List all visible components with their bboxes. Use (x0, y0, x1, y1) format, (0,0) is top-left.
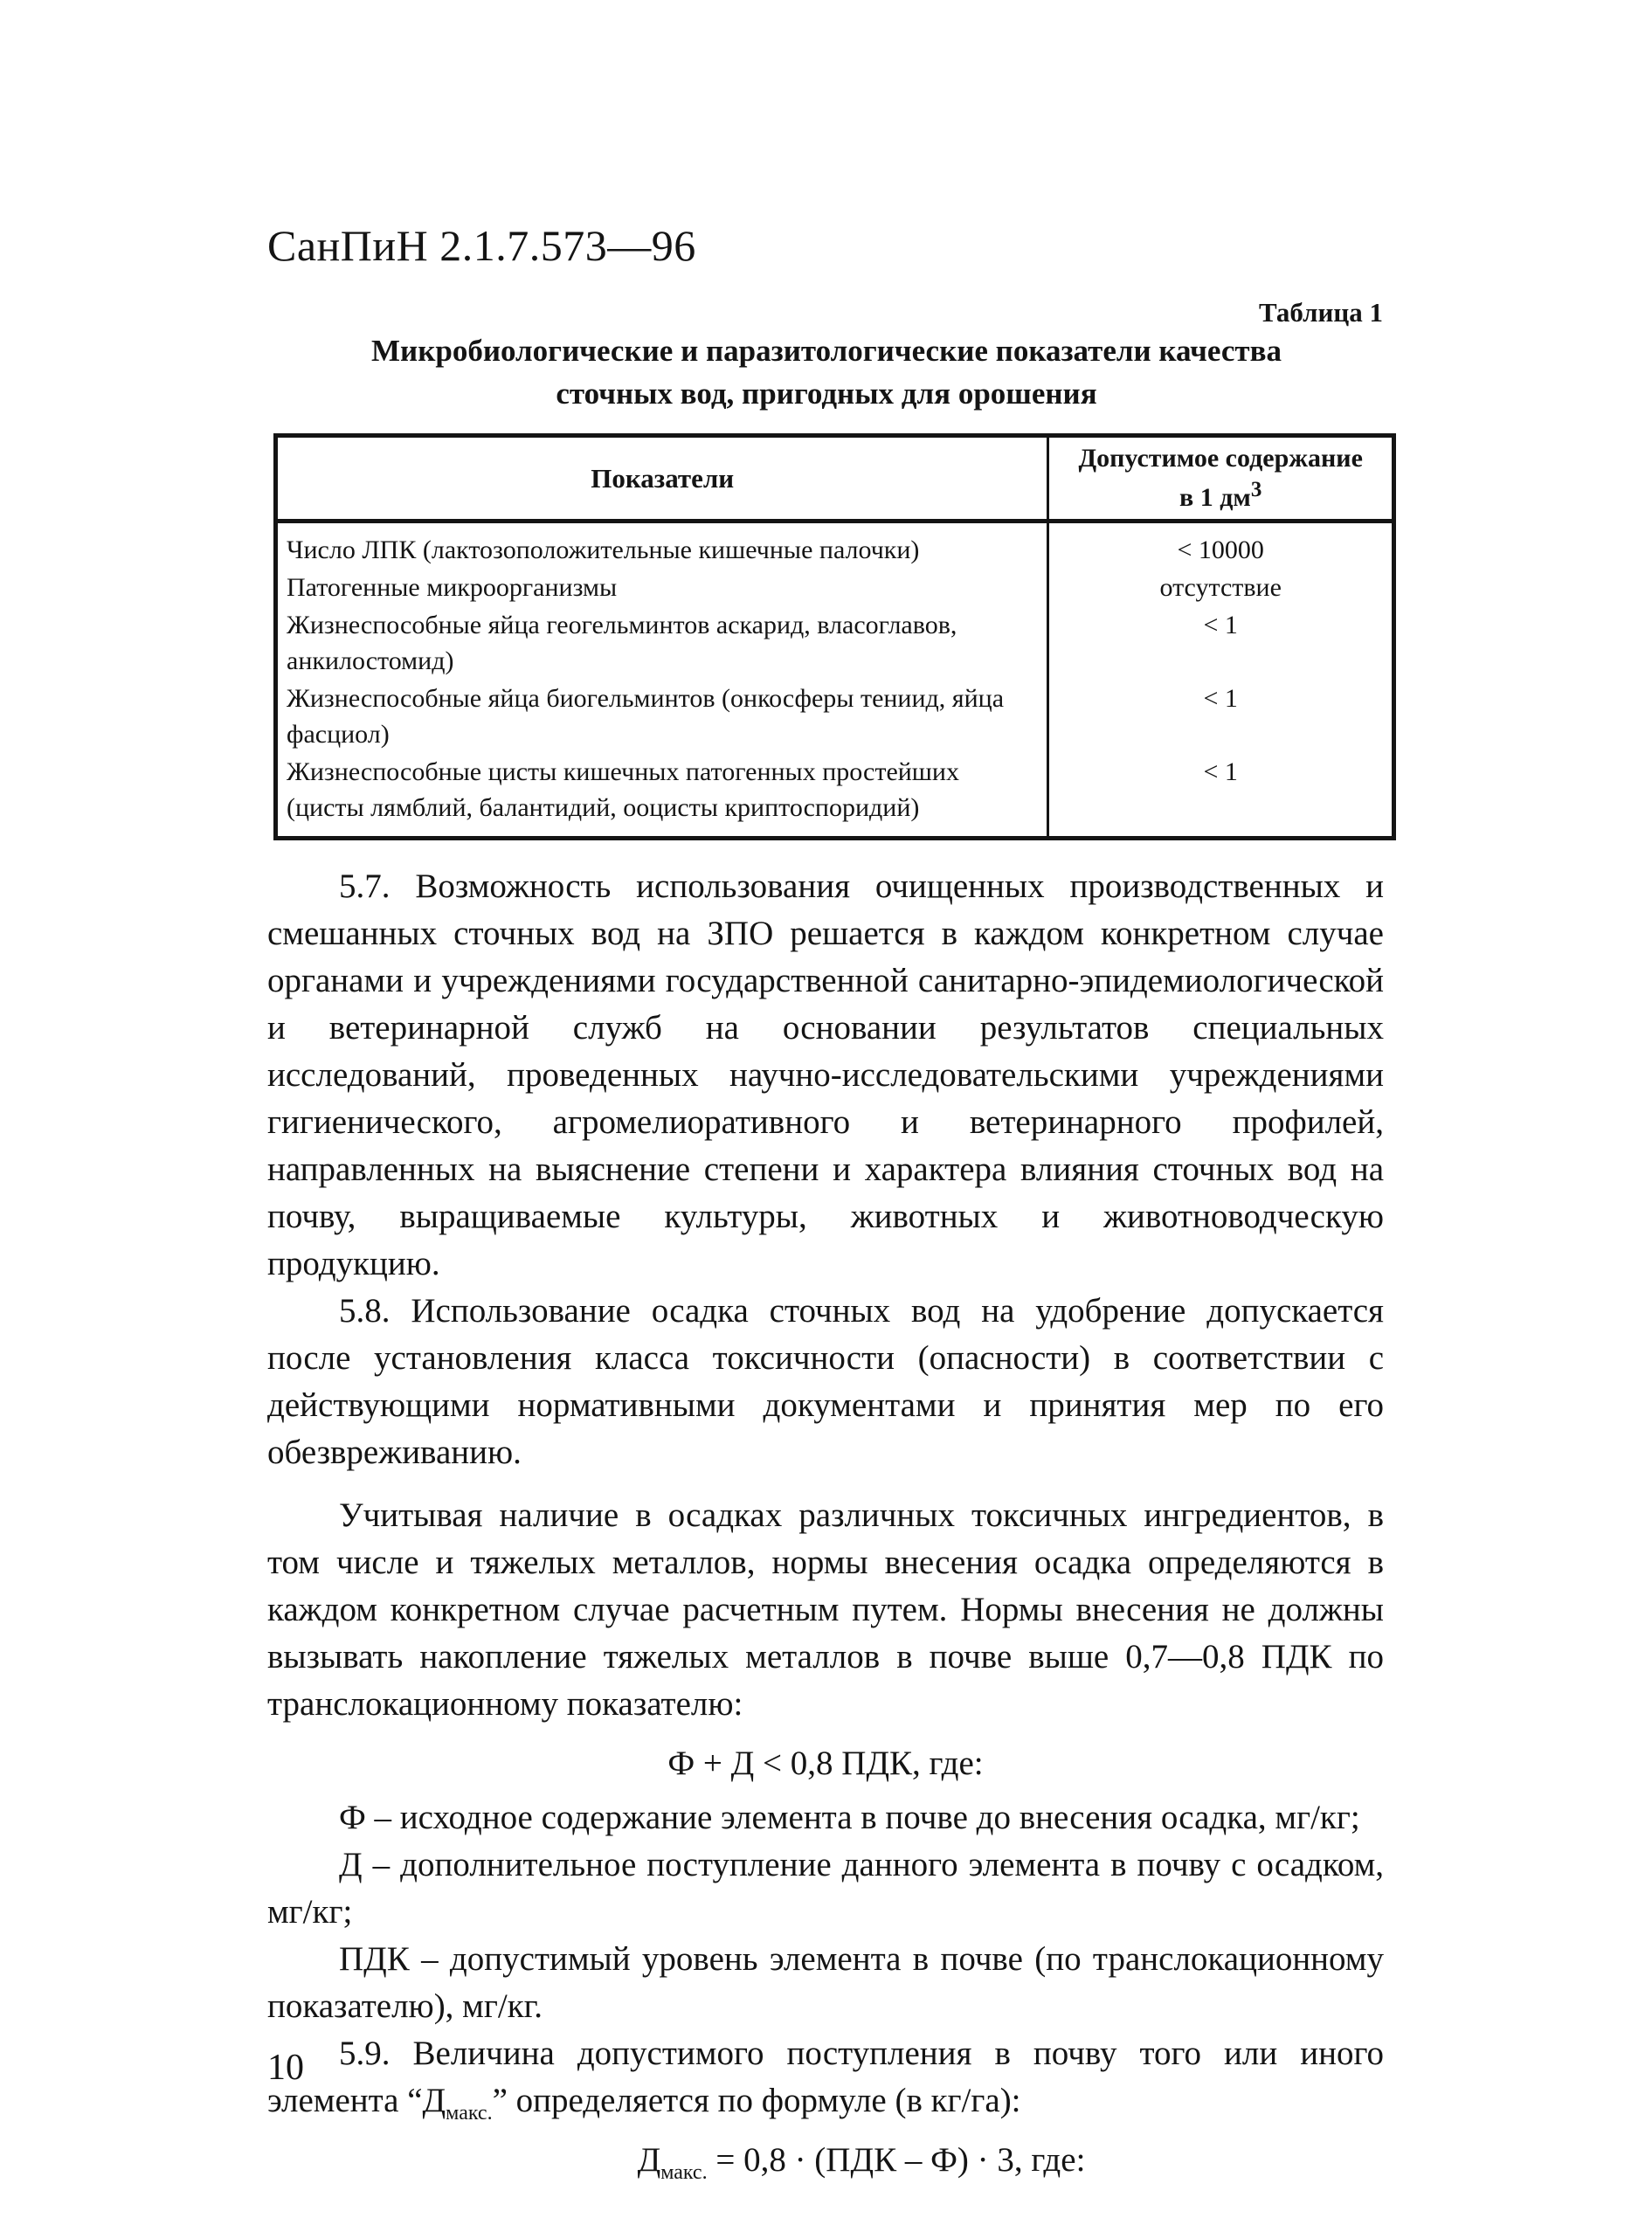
definition-pdk: ПДК – допустимый уровень элемента в почве (по транслокационному показателю), мг/кг. (267, 1940, 1384, 2025)
table-title-line-2: сточных вод, пригодных для орошения (556, 377, 1097, 411)
table-row (276, 754, 1394, 839)
definition-d: Д – дополнительное поступление данного элемента в почву с осадком, мг/кг; (267, 1846, 1384, 1931)
indicator-name: Жизнеспособные цисты кишечных патогенных простейших (цисты лямблий, балантидий, ооцисты криптоспоридий) (276, 754, 1048, 839)
formula-d-max (267, 2137, 1384, 2196)
indicator-value: < 1 (1203, 684, 1238, 713)
indicator-name: Жизнеспособные яйца геогельминтов аскарид, власоглавов, анкилостомид) (276, 607, 1048, 681)
table-header-row (276, 436, 1394, 522)
body-text (267, 863, 1384, 2196)
indicator-name: Число ЛПК (лактозоположительные кишечные палочки) (276, 522, 1048, 570)
indicator-value: < 1 (1203, 611, 1238, 639)
formula-d-max-end: = 0,8 · (ПДК – Ф) · 3, где: (707, 2140, 1086, 2179)
page-number: 10 (267, 2048, 304, 2088)
paragraph-5-9-start: 5.9. Величина допустимого поступления в почву того или иного элемента “Д (267, 2035, 1384, 2119)
indicator-name: Патогенные микроорганизмы (276, 570, 1048, 607)
column-header-unit-exponent: 3 (1250, 478, 1262, 501)
column-header-allowed-content-line-1: Допустимое содержание (1078, 444, 1363, 473)
table-row (276, 522, 1394, 570)
paragraph-5-9 (267, 2030, 1384, 2137)
formula-d-max-subscript: макс. (660, 2160, 708, 2184)
table-title-line-1: Микробиологические и паразитологические показатели качества (371, 334, 1282, 368)
indicators-table (273, 433, 1396, 840)
table-row (276, 570, 1394, 607)
indicator-value: отсутствие (1159, 573, 1282, 602)
column-header-indicators: Показатели (276, 436, 1048, 522)
document-code: СанПиН 2.1.7.573—96 (267, 221, 696, 270)
column-header-allowed-content (1048, 436, 1394, 522)
table-title (267, 329, 1386, 415)
column-header-allowed-content-line-2: в 1 дм (1179, 483, 1251, 512)
formula-limit: Ф + Д < 0,8 ПДК, где: (667, 1745, 984, 1782)
paragraph-heavy-metals: Учитывая наличие в осадках различных токсичных ингредиентов, в том числе и тяжелых металлов, нормы внесения осадка определяются в каждом конкретном случае расчетным путем. Нормы внесения не должны вызывать накопление тяжелых металлов в почве выше 0,7—0,8 ПДК по транслокационному показателю: (267, 1496, 1384, 1723)
paragraph-5-9-subscript: макс. (446, 2101, 493, 2125)
indicator-name: Жизнеспособные яйца биогельминтов (онкосферы тениид, яйца фасциол) (276, 681, 1048, 754)
indicator-value: < 10000 (1177, 535, 1264, 564)
table-row (276, 681, 1394, 754)
table-label: Таблица 1 (1259, 297, 1383, 328)
paragraph-5-8: 5.8. Использование осадка сточных вод на удобрение допускается после установления класса токсичности (опасности) в соответствии с действующими нормативными документами и принятия мер по его обезвреживанию. (267, 1292, 1384, 1471)
paragraph-5-9-end: ” определяется по формуле (в кг/га): (492, 2082, 1021, 2119)
indicator-value: < 1 (1203, 757, 1238, 786)
formula-d-max-start: Д (637, 2140, 661, 2179)
table-row (276, 607, 1394, 681)
paragraph-5-7: 5.7. Возможность использования очищенных производственных и смешанных сточных вод на ЗПО решается в каждом конкретном случае органами и учреждениями государственной санитарно-эпидемиологической и ветеринарной служб на основании результатов специальных исследований, проведенных научно-исследовательскими учреждениями гигиенического, агромелиоративного и ветеринарного профилей, направленных на выяснение степени и характера влияния сточных вод на почву, выращиваемые культуры, животных и животноводческую продукцию. (267, 867, 1384, 1282)
definition-f: Ф – исходное содержание элемента в почве до внесения осадка, мг/кг; (339, 1799, 1360, 1836)
